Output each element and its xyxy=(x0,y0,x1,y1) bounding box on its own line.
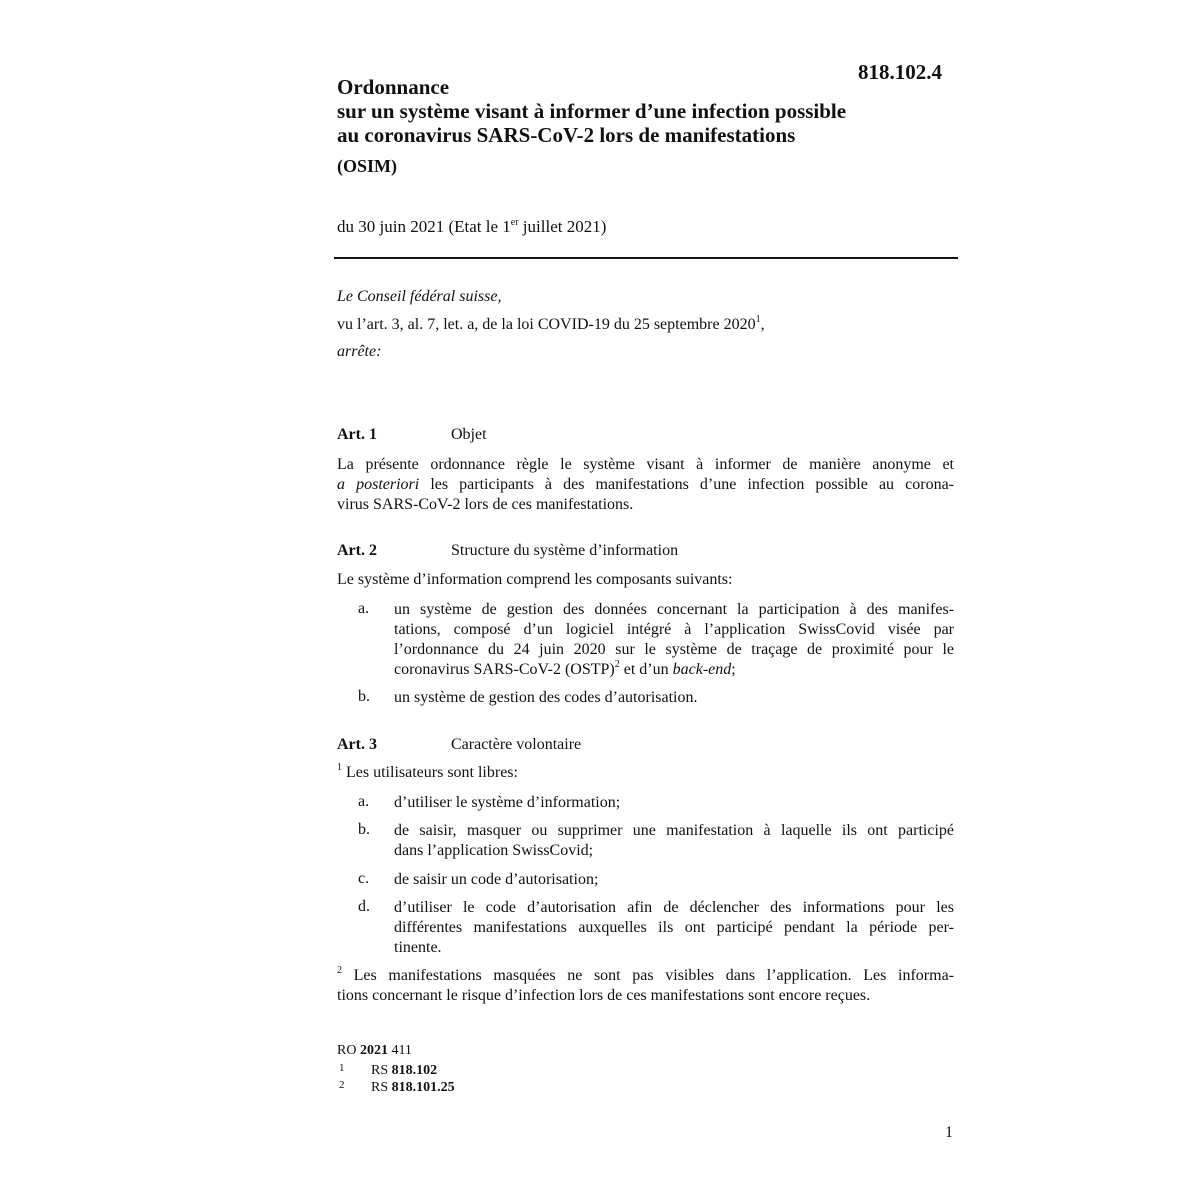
page-number: 1 xyxy=(945,1124,953,1141)
title-line-3: au coronavirus SARS-CoV-2 lors de manifestations xyxy=(337,123,796,147)
article-1-paragraph xyxy=(337,455,954,515)
preamble-basis-text: vu l’art. 3, al. 7, let. a, de la loi COVID-19 du 25 septembre 2020 xyxy=(337,316,756,333)
article-1-number: Art. 1 xyxy=(337,426,377,443)
article-3-paragraph-1: $^1$ Les utilisateurs sont libres: xyxy=(337,762,518,781)
preamble-decrees: arrête: xyxy=(337,343,382,360)
footnote-2-number: 2 xyxy=(339,1079,345,1091)
article-1-title: Objet xyxy=(451,426,487,443)
article-1-line-3: virus SARS-CoV-2 lors de ces manifestations. xyxy=(337,496,634,513)
article-2-number: Art. 2 xyxy=(337,542,377,559)
ro-reference: RO 2021 411 xyxy=(337,1043,412,1058)
sr-number: 818.102.4 xyxy=(858,60,942,84)
date-suffix: juillet 2021) xyxy=(518,217,607,236)
article-2-item-b-letter: b. xyxy=(358,688,370,705)
preamble-basis-end: , xyxy=(760,316,765,333)
article-1-line-2: a posteriori les participants à des manifestations d’une infection possible au corona- xyxy=(337,476,955,493)
article-3-item-c-letter: c. xyxy=(358,870,370,887)
article-3-item-b-letter: b. xyxy=(358,821,370,838)
article-3-paragraph-2: $^2$ Les manifestations masquées ne sont pas visibles dans l’application. Les informa- tions concernant le risque d’infection lors de ces manifestations sont encore reçues. xyxy=(337,965,954,1004)
footnote-ref-1[interactable]: 1 xyxy=(755,314,761,325)
title-line-2: sur un système visant à informer d’une infection possible xyxy=(337,99,847,123)
article-2-item-b: un système de gestion des codes d’autorisation. xyxy=(394,689,698,706)
paragraph-number-1: 1 xyxy=(337,762,342,773)
footnote-2: RS 818.101.25 xyxy=(371,1080,455,1095)
header-rule xyxy=(334,257,958,259)
article-3-item-d: d’utiliser le code d’autorisation afin de déclencher des informations pour les différentes manifestations auxquelles ils ont participé pendant la période per- tinente. xyxy=(394,899,954,956)
article-3-number: Art. 3 xyxy=(337,736,377,753)
date-prefix: du 30 juin 2021 (Etat le 1 xyxy=(337,217,511,236)
article-3-item-a-letter: a. xyxy=(358,793,370,810)
article-2-intro: Le système d’information comprend les composants suivants: xyxy=(337,571,733,588)
preamble-basis xyxy=(337,316,765,334)
paragraph-number-2: 2 xyxy=(337,965,342,976)
article-3-item-d-letter: d. xyxy=(358,898,370,915)
article-3-item-a: d’utiliser le système d’information; xyxy=(394,794,621,811)
article-3-title: Caractère volontaire xyxy=(451,736,582,753)
article-2-item-a: un système de gestion des données concernant la participation à des manifes- tations, composé d’un logiciel intégré à l’application SwissCovid visée par l’ordonnance du 24 juin 2020 sur le système de traçage de proximité pour le coronavirus SARS-CoV-2 (OSTP)$^2$ et d’un back-end; xyxy=(394,601,954,678)
article-2-item-a-letter: a. xyxy=(358,600,370,617)
footnote-1-number: 1 xyxy=(339,1062,345,1074)
date-line xyxy=(337,217,606,237)
footnote-1: RS 818.102 xyxy=(371,1063,438,1078)
title-line-1: Ordonnance xyxy=(337,75,450,99)
date-superscript: er xyxy=(510,217,519,228)
article-2-title: Structure du système d’information xyxy=(451,542,679,559)
preamble-authority: Le Conseil fédéral suisse, xyxy=(337,288,502,305)
article-3-item-c: de saisir un code d’autorisation; xyxy=(394,871,599,888)
article-3-item-b: de saisir, masquer ou supprimer une manifestation à laquelle ils ont participé dans l’application SwissCovid; xyxy=(394,822,954,859)
title-abbreviation: (OSIM) xyxy=(337,156,397,176)
footnote-ref-2[interactable]: 2 xyxy=(614,659,620,670)
article-1-line-1: La présente ordonnance règle le système visant à informer de manière anonyme et xyxy=(337,456,954,473)
article-1-italic-phrase: a posteriori xyxy=(337,476,420,493)
